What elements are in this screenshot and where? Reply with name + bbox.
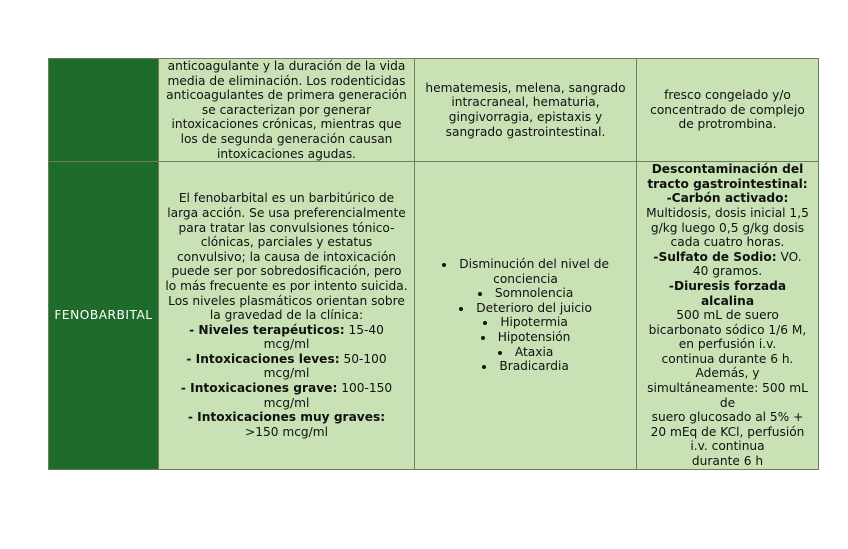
text-line: continua durante 6 h. — [661, 351, 794, 366]
text-line: intoxicaciones agudas. — [216, 146, 357, 161]
text-line: g/kg luego 0,5 g/kg dosis — [650, 220, 805, 235]
text-line: anticoagulantes de primera generación — [166, 88, 407, 103]
text-line: media de eliminación. Los rodenticidas — [167, 73, 406, 88]
description-cell — [159, 59, 415, 162]
treatment-heading: alcalina — [700, 293, 755, 308]
treatment-cell — [637, 59, 819, 162]
level-line — [163, 381, 410, 396]
level-value: 50-100 — [339, 351, 387, 366]
level-label: - Intoxicaciones leves: — [186, 351, 340, 366]
treatment-heading: Descontaminación del — [651, 162, 804, 177]
text-line: El fenobarbital es un barbitúrico de — [178, 191, 395, 206]
treatment-heading: -Diuresis forzada — [668, 278, 787, 293]
toxicology-table — [48, 58, 819, 470]
level-label: - Niveles terapéuticos: — [189, 322, 345, 337]
level-value: 15-40 — [344, 322, 384, 337]
text-line: suero glucosado al 5% + — [651, 410, 804, 425]
text-line: VO. — [776, 249, 802, 264]
level-label: - Intoxicaciones grave: — [180, 381, 338, 396]
text-line: en perfusión i.v. — [678, 337, 777, 352]
text-line: se caracterizan por generar — [201, 102, 372, 117]
text-line: Además, y — [695, 366, 760, 381]
list-item: • Deterioro del juicio — [419, 301, 632, 316]
text-line: anticoagulante y la duración de la vida — [167, 59, 406, 73]
text-line: i.v. continua — [690, 439, 765, 454]
text-line: puede ser por sobredosificación, pero — [171, 264, 402, 279]
text-line: 20 mEq de KCl, perfusión — [650, 424, 805, 439]
list-item: • Ataxia — [419, 345, 632, 360]
treatment-heading: -Sulfato de Sodio: — [653, 249, 777, 264]
treatment-heading: -Carbón activado: — [666, 191, 789, 206]
text-line: intoxicaciones crónicas, mientras que — [171, 117, 402, 132]
text-line: Multidosis, dosis inicial 1,5 — [646, 205, 809, 220]
drug-name-cell — [49, 59, 159, 162]
text-line: sangrado gastrointestinal. — [445, 124, 606, 139]
level-unit: mcg/ml — [263, 366, 310, 381]
level-line — [163, 323, 410, 338]
text-line: de — [719, 395, 736, 410]
text-line: intracraneal, hematuria, — [451, 95, 600, 110]
text-line: convulsivo; la causa de intoxicación — [176, 249, 397, 264]
table-row — [49, 162, 819, 469]
text-line: 40 gramos. — [692, 264, 763, 279]
treatment-heading: tracto gastrointestinal: — [647, 176, 808, 191]
treatment-cell — [637, 162, 819, 469]
text-line: durante 6 h — [691, 454, 764, 469]
text-line: fresco congelado y/o — [664, 88, 791, 103]
text-line: lo más frecuente es por intento suicida. — [165, 278, 408, 293]
list-item: • Somnolencia — [419, 286, 632, 301]
table-row — [49, 59, 819, 162]
level-unit: mcg/ml — [263, 337, 310, 352]
clinical-cell — [415, 162, 637, 469]
list-item: • Hipotensión — [419, 330, 632, 345]
description-cell — [159, 162, 415, 469]
clinical-cell — [415, 59, 637, 162]
level-line — [163, 352, 410, 367]
level-unit: >150 mcg/ml — [244, 424, 329, 439]
level-label: - Intoxicaciones muy graves: — [187, 410, 386, 425]
list-item: • Bradicardia — [419, 359, 632, 374]
text-line: 500 mL de suero — [676, 308, 779, 323]
text-line: la gravedad de la clínica: — [209, 308, 364, 323]
text-line: hematemesis, melena, sangrado — [425, 80, 626, 95]
text-line: bicarbonato sódico 1/6 M, — [648, 322, 807, 337]
text-line: concentrado de complejo — [650, 102, 805, 117]
level-value: 100-150 — [337, 381, 393, 396]
text-line: gingivorragia, epistaxis y — [448, 110, 603, 125]
list-item: • Hipotermia — [419, 315, 632, 330]
sulfato-line — [641, 250, 814, 265]
text-line: clónicas, parciales y estatus — [200, 235, 373, 250]
level-unit: mcg/ml — [263, 395, 310, 410]
text-line: simultáneamente: 500 mL — [647, 381, 808, 396]
text-line: los de segunda generación causan — [180, 131, 393, 146]
text-line: larga acción. Se usa preferencialmente — [167, 205, 406, 220]
signs-list — [419, 257, 632, 374]
text-line: de protrombina. — [678, 117, 777, 132]
text-line: para tratar las convulsiones tónico- — [178, 220, 395, 235]
drug-name-cell: FENOBARBITAL — [49, 162, 159, 469]
text-line: Los niveles plasmáticos orientan sobre — [168, 293, 405, 308]
list-item: • Disminución del nivel de conciencia — [419, 257, 632, 286]
text-line: cada cuatro horas. — [670, 235, 785, 250]
level-line — [163, 410, 410, 425]
